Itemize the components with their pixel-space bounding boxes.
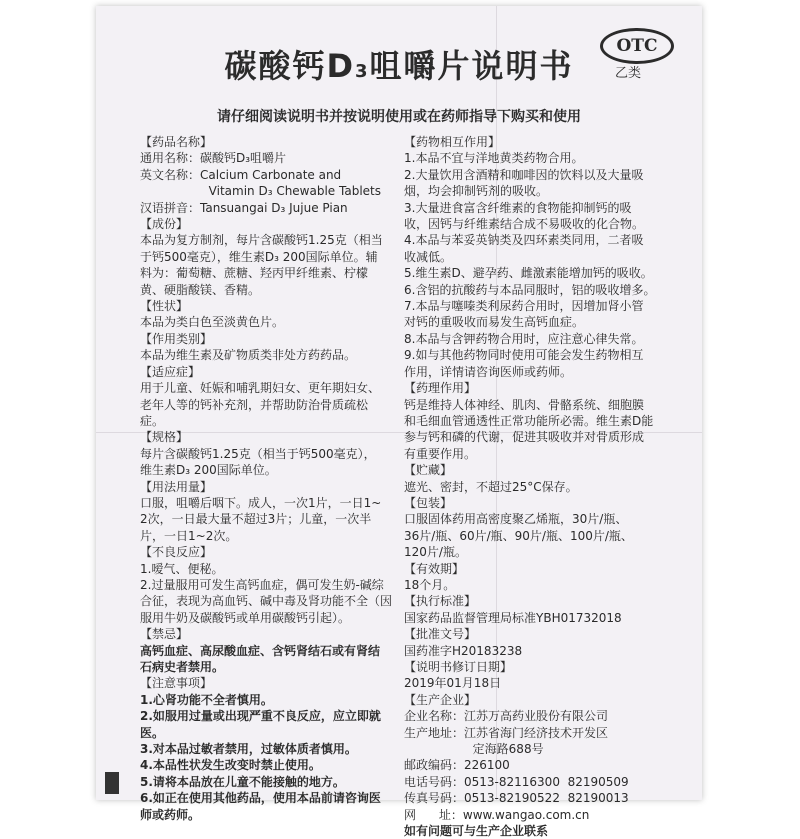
section-heading: 【药理作用】 [404, 381, 477, 396]
text-line: 有重要作用。 [404, 446, 477, 461]
usage-notice: 请仔细阅读说明书并按说明使用或在药师指导下购买和使用 [217, 109, 581, 125]
text-line: 2.如服用过量或出现严重不良反应，应立即就 [140, 709, 381, 724]
text-line: 合征，表现为高血钙、碱中毒及肾功能不全（因 [140, 594, 393, 609]
text-line: 生产地址：江苏省海门经济技术开发区 [404, 725, 609, 740]
text-line: 国家药品监督管理局标准YBH01732018 [404, 610, 622, 625]
text-line: 6.含铝的抗酸药与本品同服时，铝的吸收增多。 [404, 282, 656, 297]
section-heading: 【有效期】 [404, 561, 465, 576]
text-line: 邮政编码：226100 [404, 758, 510, 773]
text-line: 5.维生素D、避孕药、雌激素能增加钙的吸收。 [404, 266, 653, 281]
text-line: 老年人等的钙补充剂，并帮助防治骨质疏松 [140, 397, 369, 412]
text-line: 钙是维持人体神经、肌肉、骨骼系统、细胞膜 [404, 397, 645, 412]
section-heading: 【不良反应】 [140, 545, 213, 560]
text-line: 2次，一日最大量不超过3片；儿童，一次半 [140, 512, 372, 527]
text-line: 传真号码：0513-82190522 82190013 [404, 791, 629, 806]
section-heading: 【说明书修订日期】 [404, 660, 513, 674]
text-line: 料为：葡萄糖、蔗糖、羟丙甲纤维素、柠檬 [140, 266, 369, 281]
section-heading: 【成份】 [140, 217, 189, 232]
text-line: 汉语拼音：Tansuangai D₃ Jujue Pian [140, 200, 348, 215]
section-heading: 【药品名称】 [140, 135, 213, 149]
section-heading: 【执行标准】 [404, 594, 477, 609]
text-line: 片，一日1~2次。 [140, 528, 238, 543]
left-column [140, 134, 436, 823]
text-line: 4.本品性状发生改变时禁止使用。 [140, 758, 321, 773]
text-line: 企业名称：江苏万高药业股份有限公司 [404, 709, 609, 724]
text-line: 国药准字H20183238 [404, 643, 523, 658]
section-heading: 【适应症】 [140, 364, 201, 379]
text-line: 36片/瓶、60片/瓶、90片/瓶、100片/瓶、 [404, 528, 633, 543]
text-line: 黄、硬脂酸镁、香精。 [140, 282, 261, 297]
text-line: Vitamin D₃ Chewable Tablets [140, 184, 381, 199]
text-line: 5.请将本品放在儿童不能接触的地方。 [140, 774, 345, 789]
text-line: 7.本品与噻嗪类利尿药合用时，因增加肾小管 [404, 299, 644, 314]
text-line: 3.对本品过敏者禁用，过敏体质者慎用。 [140, 742, 357, 757]
text-line: 1.本品不宜与洋地黄类药物合用。 [404, 151, 584, 166]
text-line: 1.嗳气、便秘。 [140, 561, 224, 576]
text-line: 通用名称：碳酸钙D₃咀嚼片 [140, 151, 287, 166]
text-line: 2019年01月18日 [404, 676, 502, 691]
text-line: 高钙血症、高尿酸血症、含钙肾结石或有肾结 [140, 643, 381, 658]
section-heading: 【禁忌】 [140, 627, 189, 642]
section-heading: 【药物相互作用】 [404, 135, 501, 149]
otc-class-label: 乙类 [615, 66, 642, 81]
section-heading: 【用法用量】 [140, 479, 213, 494]
text-line: 口服固体药用高密度聚乙烯瓶，30片/瓶、 [404, 512, 628, 527]
section-heading: 【作用类别】 [140, 331, 213, 346]
text-line: 18个月。 [404, 577, 456, 592]
text-line: 师或药师。 [140, 807, 201, 822]
text-line: 定海路688号 [404, 742, 544, 757]
text-line: 维生素D₃ 200国际单位。 [140, 463, 277, 478]
text-line: 8.本品与含钾药物合用时，应注意心律失常。 [404, 331, 644, 346]
text-line: 本品为复方制剂，每片含碳酸钙1.25克（相当 [140, 233, 383, 248]
text-line: 对钙的重吸收而易发生高钙血症。 [404, 315, 585, 330]
section-heading: 【注意事项】 [140, 676, 213, 691]
document-title [96, 46, 702, 92]
title-main: 碳酸钙D [224, 47, 356, 85]
text-line: 每片含碳酸钙1.25克（相当于钙500毫克）， [140, 446, 376, 461]
text-line: 9.如与其他药物同时使用可能会发生药物相互 [404, 348, 644, 363]
text-line: 6.如正在使用其他药品，使用本品前请咨询医 [140, 791, 381, 806]
text-line: 本品为维生素及矿物质类非处方药药品。 [140, 348, 357, 363]
text-line: 1.心肾功能不全者慎用。 [140, 692, 273, 707]
text-line: 服用牛奶及碳酸钙或单用碳酸钙引起）。 [140, 610, 351, 625]
section-heading: 【规格】 [140, 430, 189, 445]
text-line: 电话号码：0513-82116300 82190509 [404, 774, 629, 789]
section-heading: 【包装】 [404, 495, 453, 510]
text-line: 3.大量进食富含纤维素的食物能抑制钙的吸 [404, 200, 632, 215]
text-line: 如有问题可与生产企业联系 [404, 824, 549, 839]
text-line: 收，因钙与纤维素结合成不易吸收的化合物。 [404, 217, 645, 232]
text-line: 2.大量饮用含酒精和咖啡因的饮料以及大量吸 [404, 167, 644, 182]
section-heading: 【生产企业】 [404, 692, 477, 707]
otc-badge: OTC [600, 28, 674, 64]
section-heading: 【性状】 [140, 299, 189, 314]
text-line: 和毛细血管通透性正常功能所必需。维生素D能 [404, 413, 654, 428]
print-mark [105, 772, 119, 794]
text-line: 参与钙和磷的代谢，促进其吸收并对骨质形成 [404, 430, 645, 445]
text-line: 烟，均会抑制钙剂的吸收。 [404, 184, 549, 199]
text-line: 于钙500毫克），维生素D₃ 200国际单位。辅 [140, 249, 378, 264]
text-line: 2.过量服用可发生高钙血症，偶可发生奶-碱综 [140, 577, 384, 592]
text-line: 用于儿童、妊娠和哺乳期妇女、更年期妇女、 [140, 381, 381, 396]
text-line: 石病史者禁用。 [140, 660, 225, 674]
text-line: 口服，咀嚼后咽下。成人，一次1片，一日1~ [140, 495, 382, 510]
text-line: 网 址：www.wangao.com.cn [404, 807, 590, 822]
title-rest: 咀嚼片说明书 [369, 47, 574, 85]
text-line: 英文名称：Calcium Carbonate and [140, 167, 342, 182]
text-line: 作用，详情请咨询医师或药师。 [404, 364, 573, 379]
section-heading: 【批准文号】 [404, 627, 477, 642]
leaflet-sheet [96, 6, 702, 839]
text-line: 症。 [140, 413, 165, 428]
text-line: 收减低。 [404, 249, 453, 264]
text-line: 120片/瓶。 [404, 545, 467, 560]
text-line: 遮光、密封，不超过25°C保存。 [404, 479, 578, 494]
text-line: 本品为类白色至淡黄色片。 [140, 315, 285, 330]
text-line: 4.本品与苯妥英钠类及四环素类同用，二者吸 [404, 233, 644, 248]
section-heading: 【贮藏】 [404, 463, 453, 478]
title-subscript: 3 [355, 61, 370, 82]
right-column [404, 134, 666, 839]
text-line: 医。 [140, 725, 165, 740]
